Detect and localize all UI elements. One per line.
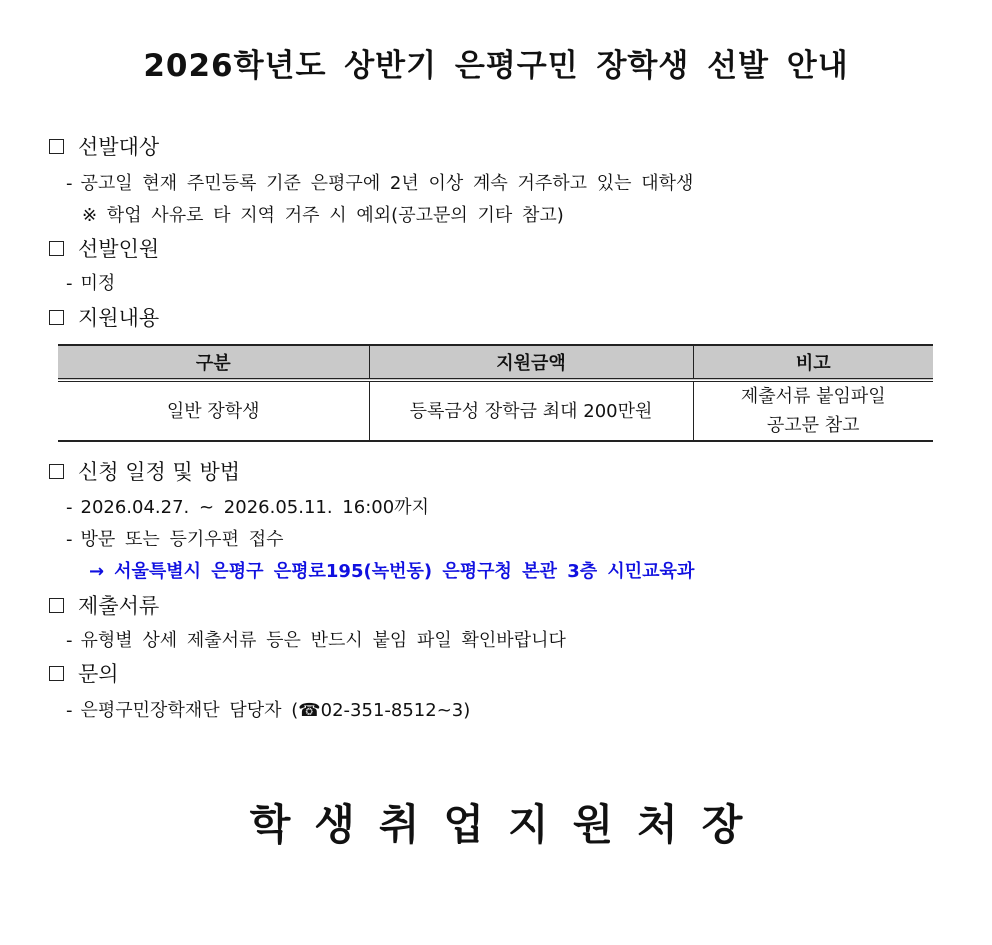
checkbox-icon <box>49 598 64 613</box>
list-item <box>66 626 566 652</box>
section-target <box>49 131 159 161</box>
schedule-period: 2026.04.27. ~ 2026.05.11. 16:00까지 <box>80 497 429 518</box>
section-schedule <box>49 456 240 486</box>
section-heading: 선발대상 <box>78 135 160 159</box>
note-line: 공고문 참고 <box>766 415 860 436</box>
table-header-row <box>58 345 933 380</box>
target-note: ※ 학업 사유로 타 지역 거주 시 예외(공고문의 기타 참고) <box>82 205 564 226</box>
section-heading: 제출서류 <box>78 594 160 618</box>
amount-cell: 등록금성 장학금 최대 200만원 <box>369 380 693 441</box>
documents-description: 유형별 상세 제출서류 등은 반드시 붙임 파일 확인바랍니다 <box>80 630 566 651</box>
checkbox-icon <box>49 241 64 256</box>
column-header: 구분 <box>58 345 369 380</box>
section-heading: 지원내용 <box>78 306 160 330</box>
checkbox-icon <box>49 464 64 479</box>
checkbox-icon <box>49 310 64 325</box>
dash-marker: - <box>66 273 73 294</box>
list-item <box>66 269 115 295</box>
target-description: 공고일 현재 주민등록 기준 은평구에 2년 이상 계속 거주하고 있는 대학생 <box>80 173 694 194</box>
note-line: 제출서류 붙임파일 <box>740 386 886 407</box>
submission-address: 서울특별시 은평구 은평로195(녹번동) 은평구청 본관 3층 시민교육과 <box>114 561 695 582</box>
table-row <box>58 380 933 441</box>
section-count <box>49 233 159 263</box>
dash-marker: - <box>66 497 73 518</box>
column-header: 지원금액 <box>369 345 693 380</box>
checkbox-icon <box>49 666 64 681</box>
address-line <box>89 557 694 583</box>
category-cell: 일반 장학생 <box>58 380 369 441</box>
section-heading: 신청 일정 및 방법 <box>78 460 241 484</box>
section-support <box>49 302 159 332</box>
issuer-signature: 학생취업지원처장 <box>249 800 767 849</box>
dash-marker: - <box>66 173 73 194</box>
schedule-method: 방문 또는 등기우편 접수 <box>80 529 284 550</box>
dash-marker: - <box>66 630 73 651</box>
section-heading: 선발인원 <box>78 237 160 261</box>
count-value: 미정 <box>80 273 116 294</box>
list-item <box>66 696 470 722</box>
page-title: 2026학년도 상반기 은평구민 장학생 선발 안내 <box>143 48 849 84</box>
support-table <box>58 344 933 442</box>
section-inquiry <box>49 658 119 688</box>
section-heading: 문의 <box>78 662 119 686</box>
section-documents <box>49 590 159 620</box>
arrow-right-icon: → <box>89 561 105 582</box>
list-item <box>66 493 429 519</box>
note-cell <box>693 380 933 441</box>
dash-marker: - <box>66 700 73 721</box>
list-item <box>66 169 693 195</box>
dash-marker: - <box>66 529 73 550</box>
list-item <box>66 525 284 551</box>
contact-info: 은평구민장학재단 담당자 (☎02-351-8512~3) <box>80 700 471 721</box>
checkbox-icon <box>49 139 64 154</box>
column-header: 비고 <box>693 345 933 380</box>
